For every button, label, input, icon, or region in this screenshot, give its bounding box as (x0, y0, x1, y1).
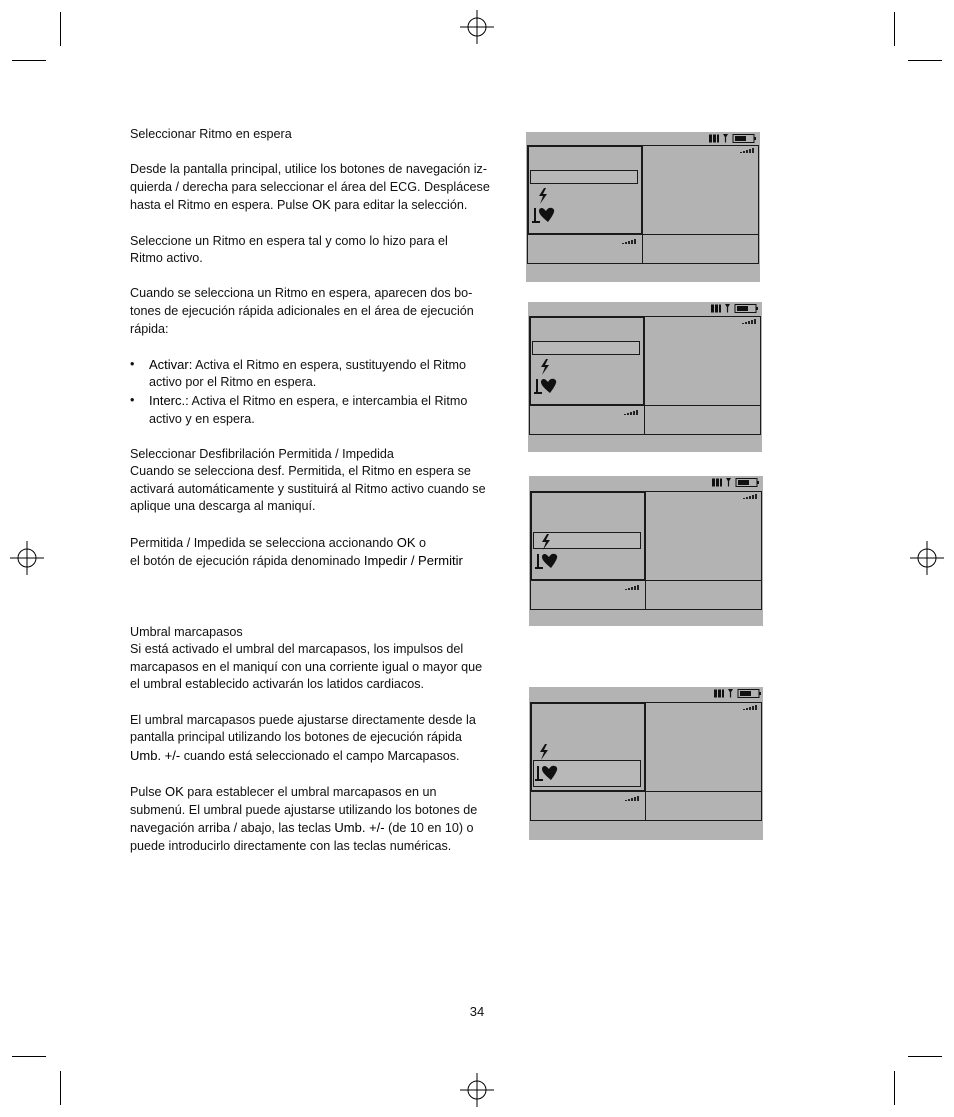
paragraph-line: Cuando se selecciona desf. Permitida, el Ritmo en espera se (130, 464, 471, 479)
vitals-area (645, 316, 761, 406)
ok-key-label: OK (396, 534, 416, 550)
paragraph-line: submenú. El umbral puede ajustarse utilizando los botones de (130, 802, 478, 817)
text-run: activo y en espera. (149, 411, 255, 426)
text-run: navegación arriba / abajo, las teclas (130, 821, 335, 836)
text-run: Activa el Ritmo en espera, e intercambia el Ritmo (188, 393, 468, 408)
crop-mark (60, 12, 61, 46)
swap-term: Interc.: (149, 392, 189, 408)
quick-button-area-right[interactable] (646, 580, 762, 610)
text-run: Permitida / Impedida se selecciona accionando (130, 535, 397, 550)
lightning-icon (540, 534, 552, 550)
vitals-area (646, 491, 762, 581)
crop-mark (60, 1071, 61, 1105)
signal-bars-icon (622, 238, 636, 244)
paragraph-line: Si está activado el umbral del marcapasos, los impulsos del (130, 642, 464, 657)
registration-mark-left (10, 541, 44, 575)
registration-mark-right (910, 541, 944, 575)
paragraph-line (130, 783, 500, 802)
deny-allow-button-label: Impedir / Permitir (363, 553, 463, 569)
paragraph-line (130, 747, 500, 766)
paragraph-line (130, 196, 500, 215)
signal-bars-icon (742, 318, 756, 324)
text-run: (de 10 en 10) o (384, 821, 474, 836)
paragraph-line: activará automáticamente y sustituirá al Ritmo activo cuando se (130, 481, 486, 496)
battery-icon (711, 478, 759, 487)
text-run: activo por el Ritmo en espera. (149, 375, 317, 390)
text-run: para establecer el umbral marcapasos en un (183, 784, 437, 799)
section-heading-defibrillation: Seleccionar Desfibrilación Permitida / Impedida (130, 446, 394, 461)
paragraph-line: puede introducirlo directamente con las teclas numéricas. (130, 838, 452, 853)
lightning-icon (539, 359, 551, 375)
text-run: hasta el Ritmo en espera. Pulse (130, 198, 313, 213)
quick-button-area-right[interactable] (643, 234, 759, 264)
battery-icon (708, 134, 756, 143)
signal-bars-icon (740, 147, 754, 153)
signal-bars-icon (624, 409, 638, 415)
text-column (130, 126, 500, 855)
signal-bars-icon (625, 584, 639, 590)
list-item (130, 356, 500, 392)
quick-button-area-right[interactable] (646, 791, 762, 821)
signal-bars-icon (743, 704, 757, 710)
paragraph-line (130, 552, 500, 571)
signal-bars-icon (743, 493, 757, 499)
list-item (130, 392, 500, 428)
standby-rhythm-field[interactable] (530, 170, 638, 184)
text-run: o (415, 535, 427, 550)
page-number: 34 (469, 1004, 485, 1019)
crop-mark (894, 1071, 895, 1105)
crop-mark (908, 1056, 942, 1057)
ok-key-label: OK (165, 783, 184, 799)
paragraph-line: Ritmo activo. (130, 251, 203, 266)
section-heading-pacer-threshold: Umbral marcapasos (130, 624, 243, 639)
registration-mark-top (460, 10, 494, 44)
text-run: Pulse (130, 784, 166, 799)
paragraph-line: aplique una descarga al maniquí. (130, 499, 316, 514)
paragraph-line (130, 534, 500, 553)
crop-mark (894, 12, 895, 46)
text-run: Activa el Ritmo en espera, sustituyendo el Ritmo (192, 357, 467, 372)
crop-mark (12, 1056, 46, 1057)
paragraph-line: marcapasos en el maniquí con una corriente igual o mayor que (130, 659, 483, 674)
signal-bars-icon (625, 795, 639, 801)
text-run: cuando está seleccionado el campo Marcapasos. (180, 748, 460, 763)
paragraph-line: Seleccione un Ritmo en espera tal y como lo hizo para el (130, 233, 448, 248)
standby-rhythm-field[interactable] (532, 341, 640, 355)
paragraph-line: Desde la pantalla principal, utilice los botones de navegación iz- (130, 162, 488, 177)
paragraph-line: tones de ejecución rápida adicionales en el área de ejecución (130, 303, 474, 318)
paragraph-line: pantalla principal utilizando los botones de ejecución rápida (130, 730, 462, 745)
device-screen-3 (529, 476, 763, 626)
threshold-button-label: Umb. +/- (334, 820, 385, 836)
heart-pacer-icon (535, 764, 559, 782)
paragraph-line: El umbral marcapasos puede ajustarse directamente desde la (130, 712, 476, 727)
paragraph-line: Cuando se selecciona un Ritmo en espera, aparecen dos bo- (130, 286, 473, 301)
vitals-area (646, 702, 762, 792)
vitals-area (643, 145, 759, 235)
activate-term: Activar: (149, 356, 193, 372)
heart-pacer-icon (534, 377, 558, 395)
quick-button-area-right[interactable] (645, 405, 761, 435)
paragraph-line (130, 819, 500, 838)
device-screen-2 (528, 302, 762, 452)
crop-mark (12, 60, 46, 61)
lightning-icon (537, 188, 549, 204)
paragraph-line: rápida: (130, 321, 169, 336)
paragraph-line: el umbral establecido activarán los latidos cardiacos. (130, 677, 425, 692)
device-screen-1 (526, 132, 760, 282)
text-run: para editar la selección. (330, 198, 468, 213)
text-run: el botón de ejecución rápida denominado (130, 554, 364, 569)
battery-icon (713, 689, 761, 698)
heart-pacer-icon (532, 206, 556, 224)
registration-mark-bottom (460, 1073, 494, 1107)
lightning-icon (538, 744, 550, 760)
heart-pacer-icon (535, 552, 559, 570)
quick-button-list (130, 356, 500, 428)
device-screen-4 (529, 687, 763, 840)
section-heading-standby-rhythm: Seleccionar Ritmo en espera (130, 127, 292, 141)
paragraph-line: quierda / derecha para seleccionar el área del ECG. Desplácese (130, 179, 490, 194)
threshold-button-label: Umb. +/- (130, 747, 181, 763)
battery-icon (710, 304, 758, 313)
ok-key-label: OK (312, 197, 331, 213)
crop-mark (908, 60, 942, 61)
